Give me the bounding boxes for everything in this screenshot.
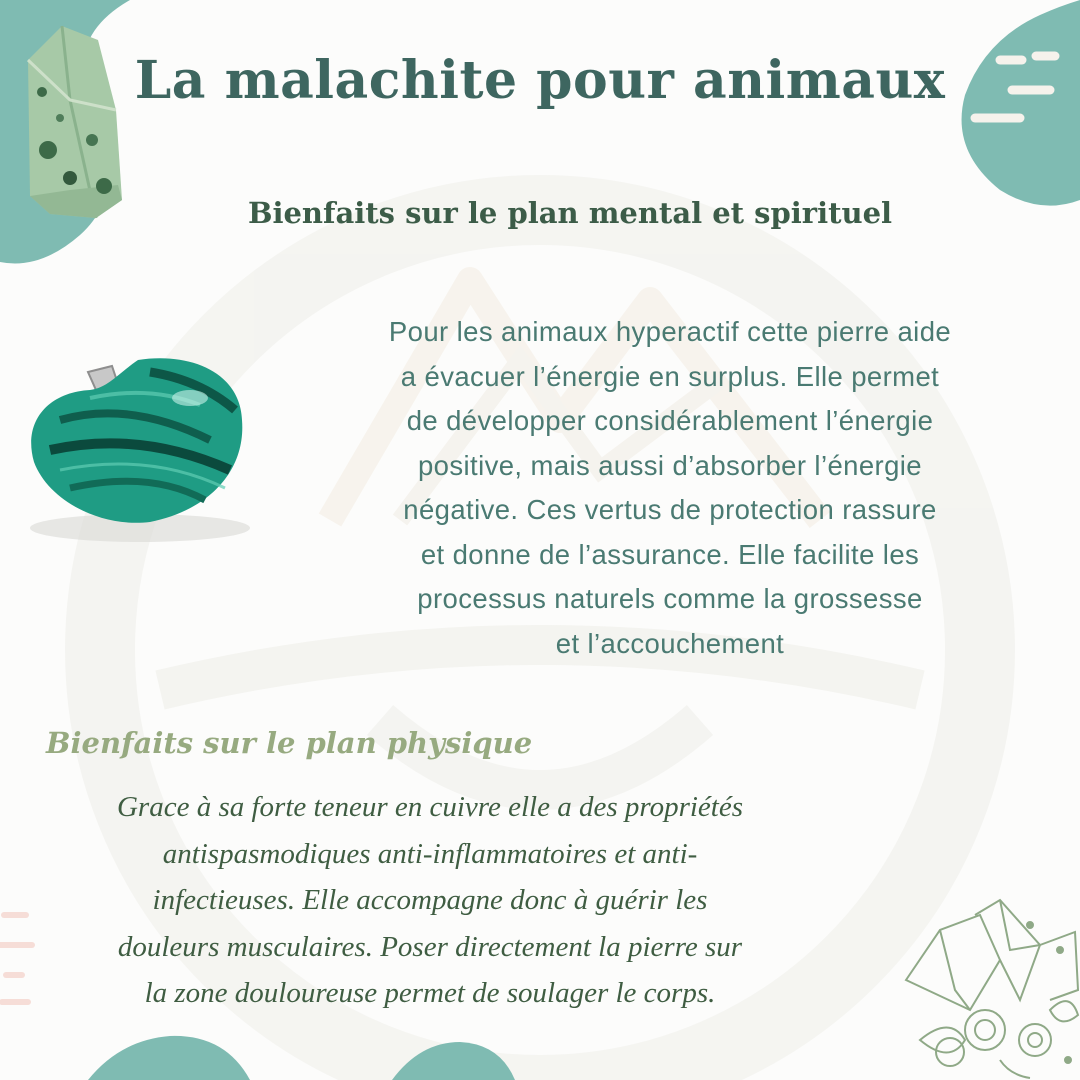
mental-benefits-heading: Bienfaits sur le plan mental et spirituel (247, 196, 893, 230)
physical-line: Grace à sa forte teneur en cuivre elle a des propriétés (116, 791, 744, 823)
mental-benefits-text (300, 310, 1040, 666)
mental-line: positive, mais aussi d’absorber l’énergie (417, 449, 922, 481)
physical-benefits-heading: Bienfaits sur le plan physique (46, 726, 533, 760)
mental-line: Pour les animaux hyperactif cette pierre aide (388, 316, 952, 347)
physical-line: infectieuses. Elle accompagne donc à guérir les (152, 884, 708, 916)
mental-line: de développer considérablement l’énergie (406, 405, 934, 436)
mental-line: processus naturels comme la grossesse (417, 583, 923, 614)
physical-line: la zone douloureuse permet de soulager le corps. (144, 977, 716, 1009)
teal-blob-bottom-left (88, 1036, 250, 1080)
physical-line: douleurs musculaires. Poser directement la pierre sur (117, 930, 743, 963)
malachite-heart-pendant-icon (30, 358, 250, 542)
crystal-flowers-icon (906, 900, 1078, 1078)
physical-line: antispasmodiques anti-inflammatoires et anti- (162, 837, 698, 870)
mental-line: négative. Ces vertus de protection rassure (403, 494, 937, 525)
mental-line: et l’accouchement (555, 627, 785, 659)
mental-line: et donne de l’assurance. Elle facilite les (420, 538, 920, 570)
page-title: La malachite pour animaux (134, 50, 946, 111)
physical-benefits-text (10, 784, 850, 1017)
mental-line: a évacuer l’énergie en surplus. Elle permet (400, 360, 940, 392)
